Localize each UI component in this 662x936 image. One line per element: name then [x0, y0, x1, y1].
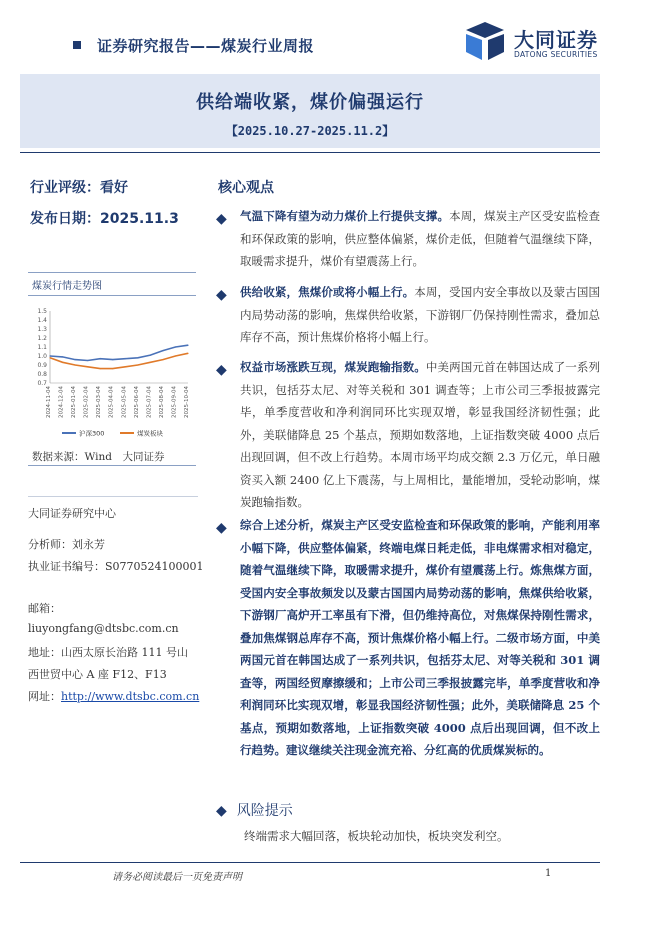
data-point [100, 368, 101, 369]
data-point [74, 364, 75, 365]
x-tick-label: 2024-11-04 [46, 386, 52, 418]
view-3-lead: 权益市场涨跌互现，煤炭跑输指数。 [240, 360, 426, 374]
sidebar-divider [28, 496, 198, 497]
series-line-2 [50, 353, 188, 368]
y-tick-label: 1.2 [37, 335, 47, 342]
chart-caption-rule [28, 295, 196, 296]
data-point [162, 350, 163, 351]
x-tick-label: 2025-08-04 [158, 386, 165, 418]
data-point [175, 355, 176, 356]
page-number: 1 [545, 868, 552, 879]
view-1-text: 本周，煤炭主产区受安监检查和环保政策的影响，供应整体偏紧，煤价走低，但随着气温继续下降，取暖需求提升，煤价有望震荡上行。 [240, 209, 601, 268]
data-point [112, 359, 113, 360]
x-tick-label: 2024-12-04 [58, 386, 65, 418]
view-4-text: 综合上述分析，煤炭主产区受安监检查和环保政策的影响，产能利用率小幅下降，供应整体偏紧，终端电煤日耗走低，非电煤需求相对稳定，随着气温继续下降，取暖需求提升，煤价有望震荡上行。炼焦煤方面，受国内安全事故频发以及蒙古国国内局势动荡的影响，焦煤供给收紧，下游钢厂高炉开工率虽有下滑，但仍维持高位，对焦煤保持刚性需求，叠加焦煤钢总库存不高，预计焦煤价格小幅上行。二级市场方面，中美两国元首在韩国达成了一系列共识，包括芬太尼、对等关税和 301 调查等，两国经贸摩擦缓和；上市公司三季报披露完毕，单季度营收和净利润同环比实现双增，彰显我国经济韧性强；此外，美联储降息 25 个基点，预期如数落地，上证指数突破 4000 点后出现回调，但不改上行趋势。建议继续关注现金流充裕、分红高的优质煤炭标的。 [240, 518, 600, 757]
risk-heading-row [216, 800, 293, 820]
logo-subtitle: DATONG SECURITIES [514, 50, 598, 59]
website-link[interactable]: http://www.dtsbc.com.cn [61, 690, 200, 703]
chart-svg [28, 297, 196, 465]
report-date-range: 【2025.10.27-2025.11.2】 [225, 124, 395, 138]
diamond-bullet-icon: ◆ [216, 287, 227, 303]
x-tick-label: 2025-06-04 [133, 386, 140, 418]
diamond-bullet-icon: ◆ [216, 520, 227, 536]
y-tick-label: 1.3 [37, 326, 47, 333]
chart-caption: 煤炭行情走势图 [32, 281, 102, 292]
data-point [125, 366, 126, 367]
data-point [87, 360, 88, 361]
address-line-2: 西世贸中心 A 座 F12、F13 [28, 668, 167, 681]
data-point [150, 355, 151, 356]
website-row [28, 688, 199, 704]
data-point [150, 362, 151, 363]
x-tick-label: 2025-04-04 [108, 386, 115, 418]
x-tick-label: 2025-01-04 [71, 386, 78, 418]
industry-rating: 行业评级：看好 [30, 180, 128, 196]
risk-heading: 风险提示 [236, 803, 293, 819]
address-line-1: 地址：山西太原长治路 111 号山 [28, 646, 188, 659]
x-tick-label: 2025-07-04 [146, 386, 153, 418]
data-point [137, 364, 138, 365]
y-tick-label: 1.5 [37, 308, 47, 315]
logo-name: 大同证券 [514, 28, 598, 52]
market-trend-chart [28, 272, 196, 466]
y-tick-label: 0.9 [37, 362, 47, 369]
legend-label-2: 煤炭板块 [137, 429, 163, 438]
disclaimer-note: 请务必阅读最后一页免责声明 [112, 872, 242, 883]
data-point [74, 359, 75, 360]
x-tick-label: 2025-09-04 [171, 386, 178, 418]
x-tick-label: 2025-10-04 [184, 386, 190, 418]
data-point [100, 358, 101, 359]
diamond-bullet-icon: ◆ [216, 362, 227, 378]
publish-date: 发布日期：2025.11.3 [30, 211, 179, 227]
core-view-heading: 核心观点 [218, 180, 274, 196]
data-point [137, 357, 138, 358]
view-2-lead: 供给收紧，焦煤价或将小幅上行。 [240, 285, 415, 299]
view-1-lead: 气温下降有望为动力煤价上行提供支撑。 [240, 209, 450, 223]
y-tick-label: 1.4 [37, 317, 47, 324]
data-point [49, 357, 50, 358]
y-tick-label: 1.0 [37, 353, 47, 360]
data-point [187, 345, 188, 346]
email-label: 邮箱： [28, 602, 61, 615]
x-tick-label: 2025-03-04 [96, 386, 103, 418]
data-point [62, 362, 63, 363]
data-point [112, 368, 113, 369]
diamond-bullet-icon: ◆ [216, 803, 227, 819]
data-point [162, 359, 163, 360]
report-title: 供给端收紧，煤价偏强运行 [196, 92, 424, 113]
view-paragraph-2 [216, 281, 600, 349]
footer-rule [20, 862, 600, 863]
title-banner [20, 74, 600, 148]
view-3-text: 中美两国元首在韩国达成了一系列共识，包括芬太尼、对等关税和 301 调查等；上市公司三季报披露完毕，单季度营收和净利润同环比实现双增，彰显我国经济韧性强；此外，美联储降息 25 个基点，预期如数落地，上证指数突破 4000 点后出现回调，但不改上行趋势。本周市场平均成交额 2.3 万亿元，单日融资买入额 2400 亿上下震荡，与上周相比，量能增加，受轮动影响，煤炭跑输指数。 [240, 360, 601, 509]
x-tick-label: 2025-05-04 [121, 386, 128, 418]
data-point [49, 355, 50, 356]
cert-number: 执业证书编号：S0770524100001 [28, 560, 204, 573]
data-point [87, 366, 88, 367]
header-square-icon [73, 41, 81, 49]
banner-rule [20, 152, 600, 153]
legend-label-1: 沪深300 [79, 429, 105, 438]
research-center: 大同证券研究中心 [28, 507, 116, 520]
email-address[interactable]: liuyongfang@dtsbc.com.cn [28, 622, 179, 635]
data-point [125, 358, 126, 359]
logo-mark-icon [462, 20, 508, 64]
y-tick-label: 0.7 [37, 380, 47, 387]
website-label: 网址： [28, 690, 61, 703]
data-point [175, 346, 176, 347]
y-tick-label: 0.8 [37, 371, 47, 378]
chart-source: 数据来源：Wind 大同证券 [32, 451, 165, 463]
x-tick-label: 2025-02-04 [83, 386, 90, 418]
view-paragraph-4 [216, 514, 600, 762]
view-paragraph-3 [216, 356, 600, 514]
data-point [187, 353, 188, 354]
report-header [73, 30, 314, 60]
company-logo [462, 20, 612, 64]
y-tick-label: 1.1 [37, 344, 47, 351]
diamond-bullet-icon: ◆ [216, 211, 227, 227]
view-2-text: 本周，受国内安全事故以及蒙古国国内局势动荡的影响，焦煤供给收紧，下游钢厂仍保持刚性需求，叠加总库存不高，预计焦煤价格将小幅上行。 [240, 285, 600, 344]
data-point [62, 356, 63, 357]
risk-text: 终端需求大幅回落，板块轮动加快，板块突发利空。 [244, 829, 509, 843]
view-paragraph-1 [216, 205, 600, 273]
analyst-name: 分析师：刘永芳 [28, 538, 105, 551]
report-type: 证券研究报告——煤炭行业周报 [97, 36, 315, 55]
